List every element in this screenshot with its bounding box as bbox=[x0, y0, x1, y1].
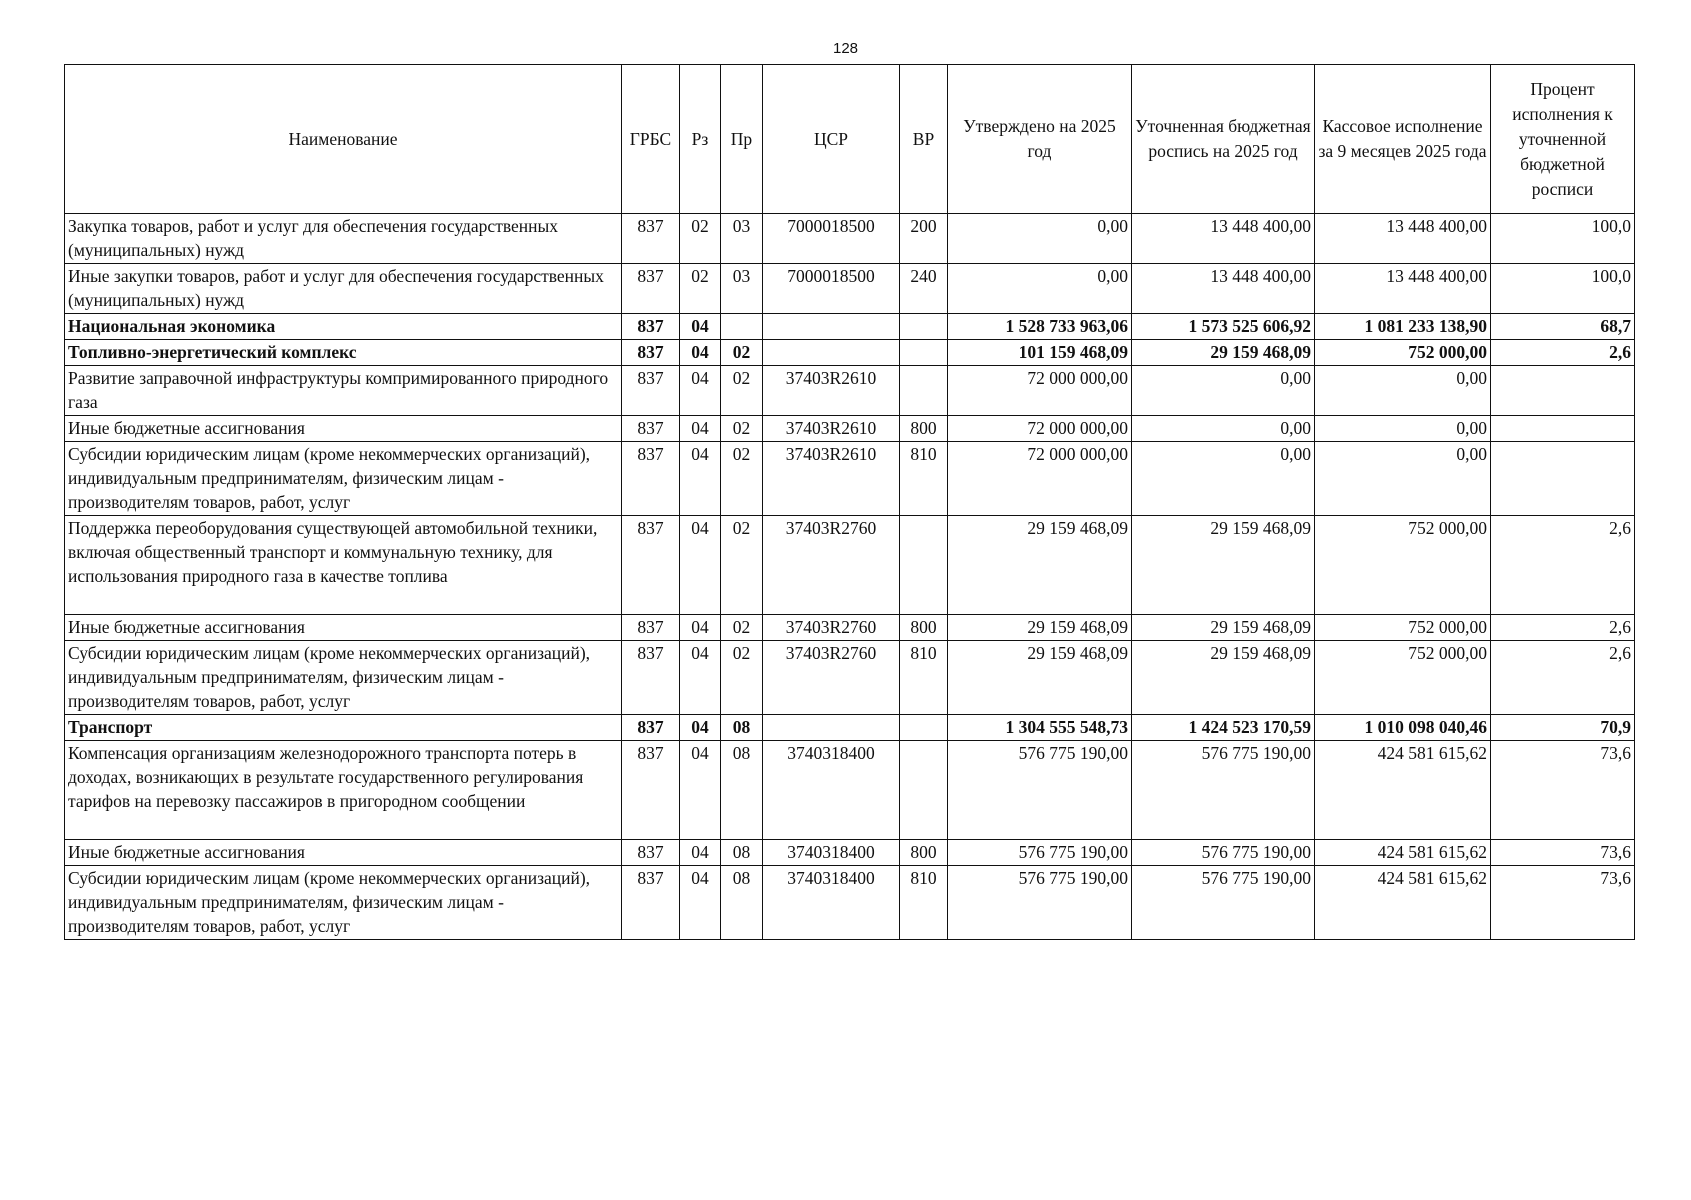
cell-name: Национальная экономика bbox=[65, 314, 622, 340]
cell-csr: 37403R2610 bbox=[763, 442, 900, 516]
cell-refined: 1 424 523 170,59 bbox=[1132, 715, 1315, 741]
cell-csr: 7000018500 bbox=[763, 214, 900, 264]
cell-vr: 810 bbox=[900, 641, 948, 715]
cell-approved: 1 528 733 963,06 bbox=[948, 314, 1132, 340]
cell-vr: 800 bbox=[900, 840, 948, 866]
cell-refined: 13 448 400,00 bbox=[1132, 264, 1315, 314]
cell-vr: 810 bbox=[900, 866, 948, 940]
cell-csr: 3740318400 bbox=[763, 840, 900, 866]
cell-name: Компенсация организациям железнодорожного транспорта потерь в доходах, возникающих в результате государственного регулирования тарифов на перевозку пассажиров в пригородном сообщении bbox=[65, 741, 622, 840]
cell-percent: 2,6 bbox=[1491, 615, 1635, 641]
cell-pr: 02 bbox=[721, 516, 763, 615]
cell-refined: 1 573 525 606,92 bbox=[1132, 314, 1315, 340]
cell-approved: 72 000 000,00 bbox=[948, 442, 1132, 516]
cell-vr: 800 bbox=[900, 615, 948, 641]
cell-vr: 200 bbox=[900, 214, 948, 264]
cell-pr: 08 bbox=[721, 715, 763, 741]
table-body bbox=[65, 214, 1635, 940]
cell-approved: 29 159 468,09 bbox=[948, 641, 1132, 715]
cell-approved: 0,00 bbox=[948, 264, 1132, 314]
cell-pr: 08 bbox=[721, 840, 763, 866]
cell-csr: 7000018500 bbox=[763, 264, 900, 314]
cell-approved: 72 000 000,00 bbox=[948, 416, 1132, 442]
col-header-refined: Уточненная бюджетная роспись на 2025 год bbox=[1132, 65, 1315, 214]
col-header-percent: Процент исполнения к уточненной бюджетной росписи bbox=[1491, 65, 1635, 214]
col-header-cash: Кассовое исполнение за 9 месяцев 2025 года bbox=[1315, 65, 1491, 214]
cell-refined: 0,00 bbox=[1132, 442, 1315, 516]
cell-grbs: 837 bbox=[622, 314, 680, 340]
cell-cash: 752 000,00 bbox=[1315, 615, 1491, 641]
table-row bbox=[65, 442, 1635, 516]
table-row bbox=[65, 840, 1635, 866]
cell-pr bbox=[721, 314, 763, 340]
cell-rz: 04 bbox=[680, 840, 721, 866]
cell-name: Субсидии юридическим лицам (кроме некоммерческих организаций), индивидуальным предпринимателям, физическим лицам - производителям товаров, работ, услуг bbox=[65, 641, 622, 715]
cell-vr bbox=[900, 314, 948, 340]
cell-rz: 04 bbox=[680, 516, 721, 615]
cell-csr bbox=[763, 340, 900, 366]
cell-refined: 29 159 468,09 bbox=[1132, 340, 1315, 366]
cell-percent: 70,9 bbox=[1491, 715, 1635, 741]
cell-csr: 37403R2610 bbox=[763, 366, 900, 416]
cell-rz: 04 bbox=[680, 442, 721, 516]
table-header-row bbox=[65, 65, 1635, 214]
cell-name: Иные бюджетные ассигнования bbox=[65, 416, 622, 442]
cell-grbs: 837 bbox=[622, 442, 680, 516]
cell-csr bbox=[763, 715, 900, 741]
cell-csr: 3740318400 bbox=[763, 741, 900, 840]
cell-csr: 37403R2760 bbox=[763, 615, 900, 641]
cell-grbs: 837 bbox=[622, 214, 680, 264]
cell-cash: 424 581 615,62 bbox=[1315, 840, 1491, 866]
cell-name: Поддержка переоборудования существующей автомобильной техники, включая общественный транспорт и коммунальную технику, для использования природного газа в качестве топлива bbox=[65, 516, 622, 615]
cell-name: Транспорт bbox=[65, 715, 622, 741]
cell-approved: 576 775 190,00 bbox=[948, 741, 1132, 840]
cell-refined: 0,00 bbox=[1132, 366, 1315, 416]
page-number: 128 bbox=[832, 40, 859, 57]
cell-pr: 02 bbox=[721, 416, 763, 442]
cell-grbs: 837 bbox=[622, 615, 680, 641]
table-row bbox=[65, 615, 1635, 641]
table-row bbox=[65, 641, 1635, 715]
cell-approved: 0,00 bbox=[948, 214, 1132, 264]
cell-rz: 04 bbox=[680, 715, 721, 741]
cell-percent: 73,6 bbox=[1491, 741, 1635, 840]
cell-grbs: 837 bbox=[622, 264, 680, 314]
cell-cash: 424 581 615,62 bbox=[1315, 741, 1491, 840]
cell-vr bbox=[900, 366, 948, 416]
cell-rz: 04 bbox=[680, 641, 721, 715]
cell-rz: 04 bbox=[680, 615, 721, 641]
cell-percent: 2,6 bbox=[1491, 641, 1635, 715]
cell-percent bbox=[1491, 366, 1635, 416]
table-row bbox=[65, 314, 1635, 340]
table-row bbox=[65, 340, 1635, 366]
table-row bbox=[65, 866, 1635, 940]
cell-refined: 0,00 bbox=[1132, 416, 1315, 442]
cell-cash: 0,00 bbox=[1315, 442, 1491, 516]
cell-percent: 73,6 bbox=[1491, 840, 1635, 866]
cell-refined: 576 775 190,00 bbox=[1132, 840, 1315, 866]
cell-name: Иные бюджетные ассигнования bbox=[65, 615, 622, 641]
cell-cash: 752 000,00 bbox=[1315, 516, 1491, 615]
table-row bbox=[65, 264, 1635, 314]
cell-csr: 37403R2760 bbox=[763, 516, 900, 615]
cell-vr bbox=[900, 741, 948, 840]
cell-cash: 752 000,00 bbox=[1315, 340, 1491, 366]
table-row bbox=[65, 416, 1635, 442]
cell-percent: 2,6 bbox=[1491, 516, 1635, 615]
cell-approved: 1 304 555 548,73 bbox=[948, 715, 1132, 741]
cell-pr: 03 bbox=[721, 214, 763, 264]
cell-vr: 810 bbox=[900, 442, 948, 516]
cell-pr: 02 bbox=[721, 641, 763, 715]
cell-approved: 576 775 190,00 bbox=[948, 866, 1132, 940]
cell-pr: 02 bbox=[721, 366, 763, 416]
cell-rz: 04 bbox=[680, 314, 721, 340]
col-header-csr: ЦСР bbox=[763, 65, 900, 214]
cell-cash: 752 000,00 bbox=[1315, 641, 1491, 715]
cell-cash: 1 081 233 138,90 bbox=[1315, 314, 1491, 340]
budget-table bbox=[64, 64, 1635, 940]
col-header-rz: Рз bbox=[680, 65, 721, 214]
cell-rz: 02 bbox=[680, 214, 721, 264]
cell-rz: 04 bbox=[680, 741, 721, 840]
cell-pr: 02 bbox=[721, 615, 763, 641]
cell-vr: 240 bbox=[900, 264, 948, 314]
cell-name: Закупка товаров, работ и услуг для обеспечения государственных (муниципальных) нужд bbox=[65, 214, 622, 264]
col-header-grbs: ГРБС bbox=[622, 65, 680, 214]
cell-grbs: 837 bbox=[622, 741, 680, 840]
cell-grbs: 837 bbox=[622, 715, 680, 741]
table-row bbox=[65, 214, 1635, 264]
cell-grbs: 837 bbox=[622, 866, 680, 940]
cell-csr: 37403R2760 bbox=[763, 641, 900, 715]
cell-percent: 100,0 bbox=[1491, 214, 1635, 264]
cell-pr: 08 bbox=[721, 741, 763, 840]
col-header-approved: Утверждено на 2025 год bbox=[948, 65, 1132, 214]
cell-csr: 3740318400 bbox=[763, 866, 900, 940]
cell-pr: 02 bbox=[721, 340, 763, 366]
cell-percent bbox=[1491, 416, 1635, 442]
cell-approved: 29 159 468,09 bbox=[948, 615, 1132, 641]
cell-cash: 424 581 615,62 bbox=[1315, 866, 1491, 940]
cell-refined: 29 159 468,09 bbox=[1132, 615, 1315, 641]
cell-rz: 02 bbox=[680, 264, 721, 314]
col-header-pr: Пр bbox=[721, 65, 763, 214]
col-header-name: Наименование bbox=[65, 65, 622, 214]
table-row bbox=[65, 715, 1635, 741]
cell-cash: 13 448 400,00 bbox=[1315, 214, 1491, 264]
cell-vr bbox=[900, 715, 948, 741]
cell-pr: 03 bbox=[721, 264, 763, 314]
cell-approved: 101 159 468,09 bbox=[948, 340, 1132, 366]
cell-percent bbox=[1491, 442, 1635, 516]
cell-approved: 576 775 190,00 bbox=[948, 840, 1132, 866]
cell-vr: 800 bbox=[900, 416, 948, 442]
col-header-vr: ВР bbox=[900, 65, 948, 214]
cell-name: Иные закупки товаров, работ и услуг для обеспечения государственных (муниципальных) нужд bbox=[65, 264, 622, 314]
cell-percent: 2,6 bbox=[1491, 340, 1635, 366]
cell-name: Топливно-энергетический комплекс bbox=[65, 340, 622, 366]
cell-refined: 29 159 468,09 bbox=[1132, 641, 1315, 715]
cell-refined: 576 775 190,00 bbox=[1132, 866, 1315, 940]
cell-approved: 72 000 000,00 bbox=[948, 366, 1132, 416]
cell-percent: 68,7 bbox=[1491, 314, 1635, 340]
cell-refined: 576 775 190,00 bbox=[1132, 741, 1315, 840]
cell-cash: 0,00 bbox=[1315, 366, 1491, 416]
cell-percent: 73,6 bbox=[1491, 866, 1635, 940]
cell-cash: 1 010 098 040,46 bbox=[1315, 715, 1491, 741]
cell-name: Субсидии юридическим лицам (кроме некоммерческих организаций), индивидуальным предпринимателям, физическим лицам - производителям товаров, работ, услуг bbox=[65, 442, 622, 516]
cell-cash: 0,00 bbox=[1315, 416, 1491, 442]
cell-pr: 02 bbox=[721, 442, 763, 516]
cell-pr: 08 bbox=[721, 866, 763, 940]
cell-refined: 13 448 400,00 bbox=[1132, 214, 1315, 264]
cell-percent: 100,0 bbox=[1491, 264, 1635, 314]
cell-csr bbox=[763, 314, 900, 340]
cell-grbs: 837 bbox=[622, 340, 680, 366]
cell-grbs: 837 bbox=[622, 516, 680, 615]
table-row bbox=[65, 741, 1635, 840]
cell-grbs: 837 bbox=[622, 641, 680, 715]
cell-grbs: 837 bbox=[622, 840, 680, 866]
cell-approved: 29 159 468,09 bbox=[948, 516, 1132, 615]
cell-rz: 04 bbox=[680, 340, 721, 366]
cell-vr bbox=[900, 516, 948, 615]
cell-grbs: 837 bbox=[622, 416, 680, 442]
cell-name: Иные бюджетные ассигнования bbox=[65, 840, 622, 866]
cell-rz: 04 bbox=[680, 366, 721, 416]
cell-rz: 04 bbox=[680, 416, 721, 442]
cell-refined: 29 159 468,09 bbox=[1132, 516, 1315, 615]
cell-name: Субсидии юридическим лицам (кроме некоммерческих организаций), индивидуальным предпринимателям, физическим лицам - производителям товаров, работ, услуг bbox=[65, 866, 622, 940]
cell-rz: 04 bbox=[680, 866, 721, 940]
table-row bbox=[65, 366, 1635, 416]
cell-cash: 13 448 400,00 bbox=[1315, 264, 1491, 314]
cell-csr: 37403R2610 bbox=[763, 416, 900, 442]
cell-name: Развитие заправочной инфраструктуры компримированного природного газа bbox=[65, 366, 622, 416]
cell-grbs: 837 bbox=[622, 366, 680, 416]
table-row bbox=[65, 516, 1635, 615]
cell-vr bbox=[900, 340, 948, 366]
